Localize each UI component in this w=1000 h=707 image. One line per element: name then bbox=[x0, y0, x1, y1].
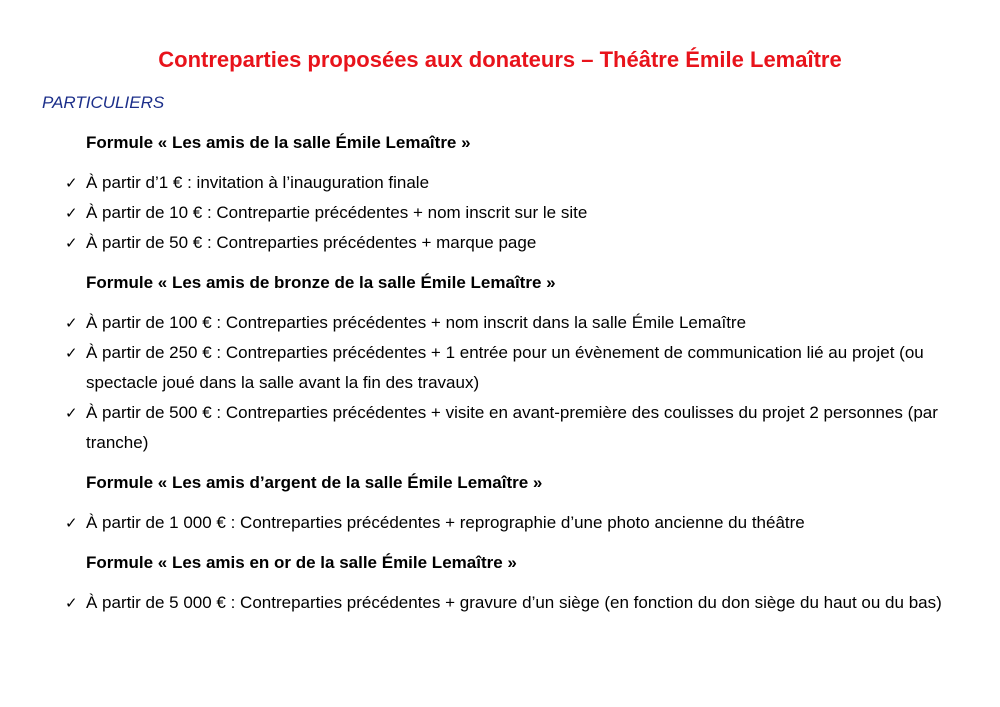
formula-heading-argent: Formule « Les amis d’argent de la salle Émile Lemaître » bbox=[86, 473, 543, 492]
list-item bbox=[65, 398, 955, 458]
list-item bbox=[65, 588, 955, 618]
list-item bbox=[65, 508, 955, 538]
checkmark-icon: ✓ bbox=[65, 234, 78, 252]
checkmark-icon: ✓ bbox=[65, 204, 78, 222]
checkmark-icon: ✓ bbox=[65, 514, 78, 532]
document-title: Contreparties proposées aux donateurs – Théâtre Émile Lemaître bbox=[158, 47, 842, 72]
checkmark-icon: ✓ bbox=[65, 314, 78, 332]
formula-heading-amis: Formule « Les amis de la salle Émile Lemaître » bbox=[86, 133, 471, 152]
list-item-text: À partir de 5 000 € : Contreparties précédentes + gravure d’un siège (en fonction du don siège du haut ou du bas) bbox=[86, 593, 942, 612]
list-item-text: À partir de 250 € : Contreparties précédentes + 1 entrée pour un évènement de communication lié au projet (ou spectacle joué dans la salle avant la fin des travaux) bbox=[86, 343, 924, 392]
checkmark-icon: ✓ bbox=[65, 174, 78, 192]
checkmark-icon: ✓ bbox=[65, 404, 78, 422]
list-item-text: À partir de 500 € : Contreparties précédentes + visite en avant-première des coulisses du projet 2 personnes (par tranche) bbox=[86, 403, 938, 452]
list-item-text: À partir de 10 € : Contrepartie précédentes + nom inscrit sur le site bbox=[86, 203, 588, 222]
formula-heading-or: Formule « Les amis en or de la salle Émile Lemaître » bbox=[86, 553, 517, 572]
formula-heading-bronze: Formule « Les amis de bronze de la salle Émile Lemaître » bbox=[86, 273, 556, 292]
list-item bbox=[65, 168, 955, 198]
checkmark-icon: ✓ bbox=[65, 344, 78, 362]
list-item-text: À partir de 100 € : Contreparties précédentes + nom inscrit dans la salle Émile Lemaître bbox=[86, 313, 747, 332]
list-item bbox=[65, 338, 955, 398]
list-item bbox=[65, 228, 955, 258]
checkmark-icon: ✓ bbox=[65, 594, 78, 612]
section-heading-particuliers: PARTICULIERS bbox=[42, 93, 165, 112]
list-item-text: À partir de 1 000 € : Contreparties précédentes + reprographie d’une photo ancienne du théâtre bbox=[86, 513, 805, 532]
list-item-text: À partir d’1 € : invitation à l’inauguration finale bbox=[86, 173, 430, 192]
list-item bbox=[65, 198, 955, 228]
list-item bbox=[65, 308, 955, 338]
list-item-text: À partir de 50 € : Contreparties précédentes + marque page bbox=[86, 233, 537, 252]
